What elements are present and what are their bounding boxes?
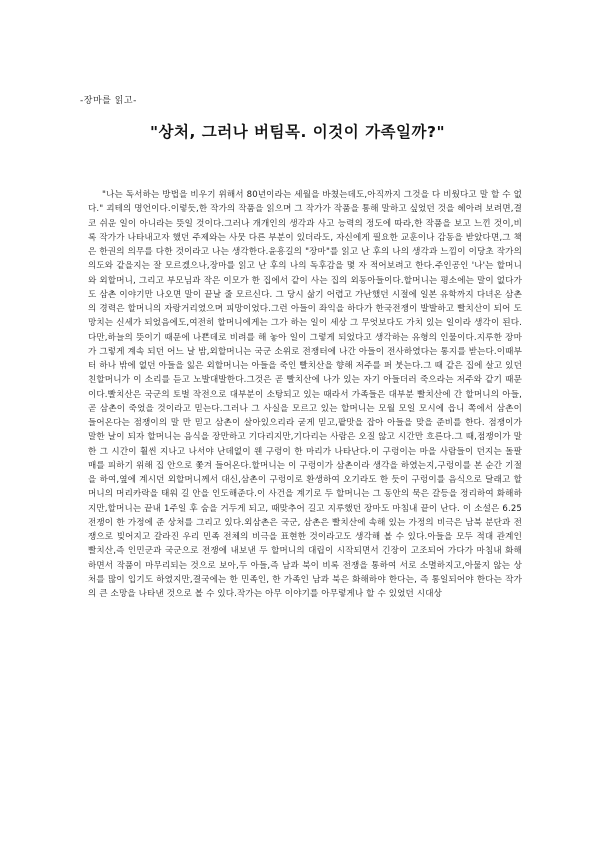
body-paragraph: "나는 독서하는 방법을 비우기 위해서 80년이라는 세월을 바쳤는데도,아직까지 그것을 다 비웠다고 말 할 수 없다." 괴테의 명언이다.이렇듯,한 작가의 작품을 읽으며 그 작가가 작품을 통해 말하고 싶었던 것을 헤아려 보려면,결코 쉬운 일이 아니라는 뜻일 것이다.그러나 개개인의 생각과 사고 능력의 정도에 따라,한 작품을 보고 느낀 것이,비록 작가가 나타내고자 했던 주제와는 사뭇 다른 부분이 있더라도, 자신에게 필요한 교훈이나 감동을 받았다면,그 책은 한권의 의무를 다한 것이라고 나는 생각한다.윤흥길의 "장마"를 읽고 난 후의 나의 생각과 느낌이 이당초 작가의 의도와 같을지는 잘 모르겠으나,장마를 읽고 난 후의 나의 독후감을 몇 자 적어보려고 한다.주인공인 '나'는 할머니와 외할머니, 그리고 부모님과 작은 이모가 한 집에서 같이 사는 집의 외동아들이다.할머니는 평소에는 말이 없다가도 삼촌 이야기만 나오면 말이 끝날 줄 모르신다. 그 당시 삶기 어렵고 가난했던 시절에 일본 유학까지 다녀온 삼촌의 경력은 할머니의 자랑거리였으며 피망이었다.그런 아들이 좌익을 하다가 한국전쟁이 발발하고 빨치산이 되어 도망치는 신세가 되었음에도,여전히 할머니에게는 그가 하는 일이 세상 그 무엇보다도 가치 있는 일이라 생각이 된다.다만,하늘의 뜻이기 때문에 나쁜데로 비려를 해 놓아 일이 그렇게 되었다고 생각하는 유형의 인물이다.지루한 장마가 그렇게 계속 되던 어느 날 밤,외할머니는 국군 소위로 전쟁터에 나간 아들이 전사하였다는 통지를 받는다.이때부터 하나 밖에 없던 아들을 잃은 외할머니는 아들을 죽인 빨치산을 향해 저주를 퍼 붓는다.그 때 같은 집에 살고 있던 친할머니가 이 소리를 듣고 노발대발한다.그것은 곧 빨치산에 나가 있는 자기 아들더러 죽으라는 저주와 같기 때문이다.빨치산은 국군의 토벌 작전으로 대부분이 소탕되고 있는 때라서 가족들은 대부분 빨치산에 간 할머니의 아들,곧 삼촌이 죽었을 것이라고 믿는다.그러나 그 사실을 모르고 있는 할머니는 모월 모일 모시에 읍니 쪽에서 삼촌이 들어온다는 점쟁이의 말 만 믿고 삼촌이 살아있으리라 굳게 믿고,팥맛을 잡아 아들을 맞을 준비를 한다. 점쟁이가 말한 날이 되자 할머니는 음식을 장만하고 기다리지만,기다리는 사람은 오질 않고 시간만 흐른다.그 때,점쟁이가 말한 그 시간이 훨씬 지나고 나서야 난데없이 웬 구렁이 한 마리가 나타난다.이 구렁이는 마을 사람들이 던지는 돌팔매를 피하기 위해 집 안으로 쫓겨 들어온다.할머니는 이 구렁이가 삼촌이라 생각을 하였는지,구렁이를 본 순간 기절을 하여,옆에 계시던 외할머니께서 대신,삼촌이 구렁이로 환생하여 오기라도 한 듯이 구렁이를 음식으로 달래고 할머니의 머리카락을 태워 길 안을 인도해준다.이 사건을 계기로 두 할머니는 그 동안의 묵은 갈등을 정리하여 화해하지만,할머니는 끝내 1주일 후 숨을 거두게 되고, 때맞추어 길고 지루했던 장마도 마침내 끝이 난다. 이 소설은 6.25 전쟁이 한 가정에 준 상처를 그리고 있다.외삼촌은 국군, 삼촌은 빨치산에 속해 있는 가정의 비극은 남북 분단과 전쟁으로 빚어지고 갈라진 우리 민족 전체의 비극을 표현한 것이라고도 생각해 볼 수 있다.아들을 모두 적대 관계인 빨치산,즉 인민군과 국군으로 전쟁에 내보낸 두 할머니의 대립이 시작되면서 긴장이 고조되어 가다가 마침내 화해하면서 작품이 마무리되는 것으로 보아,두 아들,즉 남과 북이 비록 전쟁을 통하여 서로 소멸하지고,아물지 않는 상처를 많이 입기도 하였지만,결국에는 한 민족인, 한 가족인 남과 북은 화해하야 한다는, 즉 통일되어야 한다는 작가의 큰 소망을 나타낸 것으로 볼 수 있다.작가는 아무 이야기를 아무렇게나 할 수 있었던 시대상 [88,190,522,599]
document-body [88,188,522,601]
document-title: "상처, 그러나 버팀목. 이것이 가족일까?" [149,123,446,141]
document-subheading: -장마를 읽고- [80,96,137,106]
